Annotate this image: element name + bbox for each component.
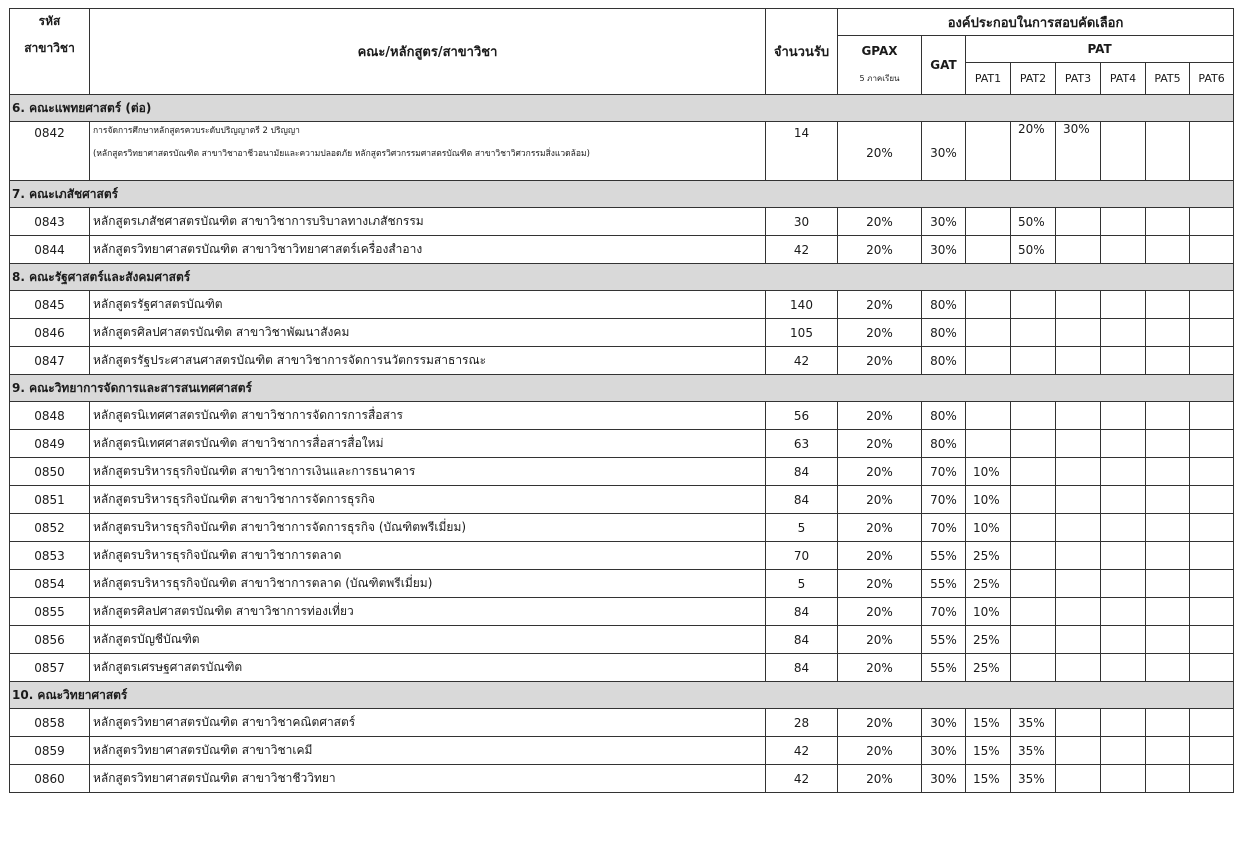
pat1-value [966, 319, 1011, 347]
pat4-value [1101, 347, 1146, 375]
pat4-value [1101, 570, 1146, 598]
code-header-line2: สาขาวิชา [24, 41, 75, 55]
pat6-value [1190, 514, 1234, 542]
seats-value: 42 [766, 765, 838, 793]
pat3-value [1056, 626, 1101, 654]
seats-value: 42 [766, 737, 838, 765]
pat5-value [1146, 765, 1190, 793]
program-name-line2: (หลักสูตรวิทยาศาสตรบัณฑิต สาขาวิชาอาชีวอนามัยและความปลอดภัย หลักสูตรวิศวกรรมศาสตรบัณฑิต สาขาวิชาวิศวกรรมสิ่งแวดล้อม) [93, 148, 590, 159]
pat5-value [1146, 626, 1190, 654]
gat-value: 80% [922, 347, 966, 375]
table-row [10, 402, 1234, 430]
pat3-value [1056, 737, 1101, 765]
pat6-value [1190, 208, 1234, 236]
pat5-value [1146, 236, 1190, 264]
pat5-value [1146, 570, 1190, 598]
pat1-value: 15% [966, 765, 1011, 793]
table-row [10, 598, 1234, 626]
pat3-value [1056, 291, 1101, 319]
pat5-value [1146, 709, 1190, 737]
program-name-line1: การจัดการศึกษาหลักสูตรควบระดับปริญญาตรี 2 ปริญญา [93, 126, 300, 136]
pat2-value [1011, 542, 1056, 570]
gpax-value: 20% [838, 458, 922, 486]
pat3-value [1056, 765, 1101, 793]
pat1-value [966, 402, 1011, 430]
faculty-section-row [10, 264, 1234, 291]
pat1-value: 25% [966, 542, 1011, 570]
pat5-value [1146, 430, 1190, 458]
faculty-section-row [10, 375, 1234, 402]
pat6-value [1190, 402, 1234, 430]
pat1-value [966, 347, 1011, 375]
program-code: 0844 [10, 236, 90, 264]
pat6-header: PAT6 [1190, 63, 1234, 95]
program-name: หลักสูตรบัญชีบัณฑิต [90, 626, 766, 654]
pat6-value [1190, 737, 1234, 765]
table-row [10, 542, 1234, 570]
program-code: 0856 [10, 626, 90, 654]
pat2-value: 50% [1011, 236, 1056, 264]
faculty-section-row [10, 682, 1234, 709]
pat6-value [1190, 122, 1234, 181]
program-name: หลักสูตรบริหารธุรกิจบัณฑิต สาขาวิชาการตลาด [90, 542, 766, 570]
seats-value: 56 [766, 402, 838, 430]
seats-value: 84 [766, 458, 838, 486]
gpax-value: 20% [838, 122, 922, 181]
pat5-value [1146, 542, 1190, 570]
gpax-value: 20% [838, 598, 922, 626]
table-row [10, 486, 1234, 514]
gpax-value: 20% [838, 208, 922, 236]
pat1-value [966, 430, 1011, 458]
pat3-value [1056, 347, 1101, 375]
pat6-value [1190, 347, 1234, 375]
pat2-value [1011, 598, 1056, 626]
seats-value: 70 [766, 542, 838, 570]
program-code: 0848 [10, 402, 90, 430]
pat2-value [1011, 430, 1056, 458]
program-code: 0846 [10, 319, 90, 347]
gat-value: 80% [922, 319, 966, 347]
pat2-value: 35% [1011, 737, 1056, 765]
gat-value: 55% [922, 626, 966, 654]
pat5-value [1146, 737, 1190, 765]
program-code: 0854 [10, 570, 90, 598]
pat3-value [1056, 598, 1101, 626]
pat1-value: 15% [966, 737, 1011, 765]
seats-value: 5 [766, 514, 838, 542]
program-name: หลักสูตรวิทยาศาสตรบัณฑิต สาขาวิชาวิทยาศาสตร์เครื่องสำอาง [90, 236, 766, 264]
gpax-header [838, 36, 922, 95]
program-header: คณะ/หลักสูตร/สาขาวิชา [90, 9, 766, 95]
pat4-value [1101, 430, 1146, 458]
seats-value: 28 [766, 709, 838, 737]
program-code: 0845 [10, 291, 90, 319]
seats-value: 84 [766, 598, 838, 626]
gat-value: 70% [922, 598, 966, 626]
table-row [10, 122, 1234, 181]
gat-value: 30% [922, 122, 966, 181]
table-row [10, 654, 1234, 682]
program-name: หลักสูตรวิทยาศาสตรบัณฑิต สาขาวิชาคณิตศาสตร์ [90, 709, 766, 737]
pat4-header: PAT4 [1101, 63, 1146, 95]
table-row [10, 514, 1234, 542]
gat-value: 55% [922, 542, 966, 570]
program-name [90, 122, 766, 181]
program-name: หลักสูตรศิลปศาสตรบัณฑิต สาขาวิชาการท่องเที่ยว [90, 598, 766, 626]
pat6-value [1190, 291, 1234, 319]
program-code: 0860 [10, 765, 90, 793]
gpax-value: 20% [838, 570, 922, 598]
gpax-value: 20% [838, 291, 922, 319]
pat4-value [1101, 514, 1146, 542]
seats-value: 30 [766, 208, 838, 236]
faculty-section-title: 6. คณะแพทยศาสตร์ (ต่อ) [10, 95, 1234, 122]
pat5-value [1146, 319, 1190, 347]
gat-value: 70% [922, 514, 966, 542]
program-code: 0858 [10, 709, 90, 737]
program-code: 0842 [10, 122, 90, 181]
program-name: หลักสูตรรัฐประศาสนศาสตรบัณฑิต สาขาวิชาการจัดการนวัตกรรมสาธารณะ [90, 347, 766, 375]
gat-value: 55% [922, 570, 966, 598]
pat3-value [1056, 654, 1101, 682]
faculty-section-title: 7. คณะเภสัชศาสตร์ [10, 181, 1234, 208]
pat4-value [1101, 654, 1146, 682]
pat4-value [1101, 291, 1146, 319]
pat2-value [1011, 626, 1056, 654]
program-code: 0851 [10, 486, 90, 514]
pat2-value [1011, 291, 1056, 319]
gpax-value: 20% [838, 626, 922, 654]
gat-value: 30% [922, 208, 966, 236]
table-row [10, 765, 1234, 793]
table-header [10, 9, 1234, 95]
pat5-value [1146, 291, 1190, 319]
gpax-value: 20% [838, 402, 922, 430]
pat6-value [1190, 458, 1234, 486]
pat2-value [1011, 458, 1056, 486]
seats-header: จำนวนรับ [766, 9, 838, 95]
faculty-section-row [10, 95, 1234, 122]
pat6-value [1190, 236, 1234, 264]
pat6-value [1190, 765, 1234, 793]
pat1-value: 25% [966, 570, 1011, 598]
gat-value: 55% [922, 654, 966, 682]
table-row [10, 347, 1234, 375]
pat1-value [966, 291, 1011, 319]
gat-value: 80% [922, 291, 966, 319]
gat-value: 80% [922, 430, 966, 458]
pat3-value [1056, 458, 1101, 486]
gpax-value: 20% [838, 709, 922, 737]
pat2-header: PAT2 [1011, 63, 1056, 95]
gpax-value: 20% [838, 347, 922, 375]
pat4-value [1101, 709, 1146, 737]
pat4-value [1101, 486, 1146, 514]
pat5-value [1146, 654, 1190, 682]
pat1-value: 10% [966, 598, 1011, 626]
gat-value: 30% [922, 765, 966, 793]
program-name: หลักสูตรวิทยาศาสตรบัณฑิต สาขาวิชาเคมี [90, 737, 766, 765]
pat5-value [1146, 458, 1190, 486]
pat6-value [1190, 430, 1234, 458]
admission-criteria-table [9, 8, 1234, 793]
table-row [10, 626, 1234, 654]
table-row [10, 430, 1234, 458]
seats-value: 63 [766, 430, 838, 458]
pat3-value [1056, 319, 1101, 347]
pat4-value [1101, 626, 1146, 654]
pat3-value [1056, 486, 1101, 514]
pat1-value: 10% [966, 486, 1011, 514]
pat3-value [1056, 542, 1101, 570]
faculty-section-title: 10. คณะวิทยาศาสตร์ [10, 682, 1234, 709]
gat-header: GAT [922, 36, 966, 95]
pat6-value [1190, 654, 1234, 682]
table-row [10, 236, 1234, 264]
pat5-value [1146, 598, 1190, 626]
program-code: 0843 [10, 208, 90, 236]
pat4-value [1101, 542, 1146, 570]
pat3-value [1056, 709, 1101, 737]
pat2-value [1011, 514, 1056, 542]
pat6-value [1190, 542, 1234, 570]
gpax-header-label: GPAX [861, 44, 898, 58]
pat4-value [1101, 598, 1146, 626]
seats-value: 84 [766, 486, 838, 514]
pat1-value [966, 122, 1011, 181]
pat2-value: 35% [1011, 765, 1056, 793]
program-code: 0850 [10, 458, 90, 486]
pat1-value: 15% [966, 709, 1011, 737]
program-name: หลักสูตรเศรษฐศาสตรบัณฑิต [90, 654, 766, 682]
gpax-value: 20% [838, 542, 922, 570]
admission-table-page [9, 8, 1233, 793]
pat3-value [1056, 402, 1101, 430]
pat5-value [1146, 122, 1190, 181]
pat4-value [1101, 236, 1146, 264]
gat-value: 80% [922, 402, 966, 430]
pat5-value [1146, 402, 1190, 430]
program-code: 0853 [10, 542, 90, 570]
program-name: หลักสูตรบริหารธุรกิจบัณฑิต สาขาวิชาการจัดการธุรกิจ [90, 486, 766, 514]
table-body [10, 95, 1234, 793]
gpax-value: 20% [838, 765, 922, 793]
faculty-section-row [10, 181, 1234, 208]
pat5-header: PAT5 [1146, 63, 1190, 95]
pat2-value: 20% [1011, 122, 1056, 181]
program-name: หลักสูตรนิเทศศาสตรบัณฑิต สาขาวิชาการสื่อสารสื่อใหม่ [90, 430, 766, 458]
table-row [10, 319, 1234, 347]
program-name: หลักสูตรรัฐศาสตรบัณฑิต [90, 291, 766, 319]
table-row [10, 570, 1234, 598]
pat2-value [1011, 486, 1056, 514]
pat3-value [1056, 208, 1101, 236]
pat4-value [1101, 122, 1146, 181]
program-name: หลักสูตรเภสัชศาสตรบัณฑิต สาขาวิชาการบริบาลทางเภสัชกรรม [90, 208, 766, 236]
pat4-value [1101, 458, 1146, 486]
table-row [10, 709, 1234, 737]
pat1-value: 25% [966, 654, 1011, 682]
program-name: หลักสูตรนิเทศศาสตรบัณฑิต สาขาวิชาการจัดการการสื่อสาร [90, 402, 766, 430]
pat5-value [1146, 347, 1190, 375]
gpax-value: 20% [838, 737, 922, 765]
seats-value: 5 [766, 570, 838, 598]
gpax-subheader: 5 ภาคเรียน [859, 74, 900, 83]
pat5-value [1146, 486, 1190, 514]
table-row [10, 458, 1234, 486]
pat6-value [1190, 598, 1234, 626]
pat4-value [1101, 208, 1146, 236]
pat4-value [1101, 765, 1146, 793]
seats-value: 42 [766, 236, 838, 264]
program-code: 0855 [10, 598, 90, 626]
pat3-value [1056, 514, 1101, 542]
seats-value: 140 [766, 291, 838, 319]
gat-value: 70% [922, 486, 966, 514]
faculty-section-title: 9. คณะวิทยาการจัดการและสารสนเทศศาสตร์ [10, 375, 1234, 402]
pat6-value [1190, 486, 1234, 514]
pat2-value [1011, 654, 1056, 682]
seats-value: 42 [766, 347, 838, 375]
gpax-value: 20% [838, 430, 922, 458]
pat1-value: 25% [966, 626, 1011, 654]
gpax-value: 20% [838, 319, 922, 347]
gpax-value: 20% [838, 654, 922, 682]
gpax-value: 20% [838, 236, 922, 264]
program-code: 0852 [10, 514, 90, 542]
pat6-value [1190, 709, 1234, 737]
program-name: หลักสูตรบริหารธุรกิจบัณฑิต สาขาวิชาการเงินและการธนาคาร [90, 458, 766, 486]
code-header [10, 9, 90, 95]
gpax-value: 20% [838, 514, 922, 542]
gat-value: 70% [922, 458, 966, 486]
gpax-value: 20% [838, 486, 922, 514]
pat5-value [1146, 514, 1190, 542]
pat4-value [1101, 319, 1146, 347]
pat1-value [966, 236, 1011, 264]
pat4-value [1101, 402, 1146, 430]
program-code: 0859 [10, 737, 90, 765]
program-name: หลักสูตรวิทยาศาสตรบัณฑิต สาขาวิชาชีววิทยา [90, 765, 766, 793]
table-row [10, 737, 1234, 765]
pat3-value [1056, 236, 1101, 264]
program-name: หลักสูตรบริหารธุรกิจบัณฑิต สาขาวิชาการจัดการธุรกิจ (บัณฑิตพรีเมี่ยม) [90, 514, 766, 542]
pat6-value [1190, 626, 1234, 654]
code-header-line1: รหัส [38, 14, 61, 28]
seats-value: 84 [766, 626, 838, 654]
gat-value: 30% [922, 236, 966, 264]
pat2-value [1011, 347, 1056, 375]
program-code: 0849 [10, 430, 90, 458]
gat-value: 30% [922, 737, 966, 765]
components-header: องค์ประกอบในการสอบคัดเลือก [838, 9, 1234, 36]
pat2-value [1011, 319, 1056, 347]
gat-value: 30% [922, 709, 966, 737]
pat1-value: 10% [966, 458, 1011, 486]
pat1-header: PAT1 [966, 63, 1011, 95]
pat6-value [1190, 319, 1234, 347]
pat5-value [1146, 208, 1190, 236]
pat3-header: PAT3 [1056, 63, 1101, 95]
seats-value: 84 [766, 654, 838, 682]
pat3-value [1056, 570, 1101, 598]
pat2-value [1011, 570, 1056, 598]
pat2-value [1011, 402, 1056, 430]
pat3-value: 30% [1056, 122, 1101, 181]
pat6-value [1190, 570, 1234, 598]
pat2-value: 50% [1011, 208, 1056, 236]
seats-value: 14 [766, 122, 838, 181]
table-row [10, 208, 1234, 236]
program-code: 0847 [10, 347, 90, 375]
pat-header: PAT [966, 36, 1234, 63]
seats-value: 105 [766, 319, 838, 347]
pat3-value [1056, 430, 1101, 458]
table-row [10, 291, 1234, 319]
program-name: หลักสูตรบริหารธุรกิจบัณฑิต สาขาวิชาการตลาด (บัณฑิตพรีเมี่ยม) [90, 570, 766, 598]
program-name: หลักสูตรศิลปศาสตรบัณฑิต สาขาวิชาพัฒนาสังคม [90, 319, 766, 347]
faculty-section-title: 8. คณะรัฐศาสตร์และสังคมศาสตร์ [10, 264, 1234, 291]
pat1-value: 10% [966, 514, 1011, 542]
program-code: 0857 [10, 654, 90, 682]
pat1-value [966, 208, 1011, 236]
pat4-value [1101, 737, 1146, 765]
pat2-value: 35% [1011, 709, 1056, 737]
